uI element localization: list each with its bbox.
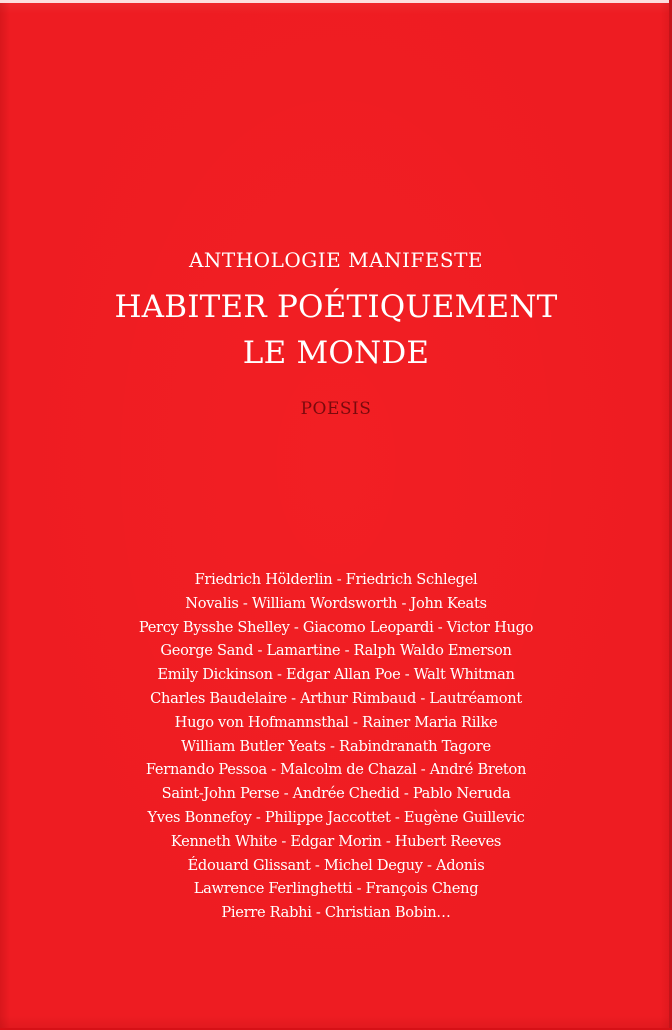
author-list	[0, 568, 672, 925]
book-title	[0, 284, 672, 376]
author-line: Novalis - William Wordsworth - John Keats	[185, 594, 487, 612]
publisher-name: POESIS	[300, 399, 372, 419]
author-line: Friedrich Hölderlin - Friedrich Schlegel	[194, 571, 478, 588]
author-line: Kenneth White - Edgar Morin - Hubert Reeves	[170, 832, 502, 850]
author-line: Édouard Glissant - Michel Deguy - Adonis	[187, 856, 485, 874]
author-line: Charles Baudelaire - Arthur Rimbaud - Lautréamont	[150, 689, 522, 707]
author-line: Lawrence Ferlinghetti - François Cheng	[193, 880, 479, 898]
author-line: Fernando Pessoa - Malcolm de Chazal - André Breton	[145, 761, 527, 779]
title-line-1: HABITER POÉTIQUEMENT	[114, 289, 558, 325]
author-line: Yves Bonnefoy - Philippe Jaccottet - Eugène Guillevic	[147, 808, 525, 826]
cover-top-edge	[0, 0, 672, 3]
author-line: Emily Dickinson - Edgar Allan Poe - Walt Whitman	[157, 666, 515, 684]
author-line: George Sand - Lamartine - Ralph Waldo Emerson	[160, 642, 512, 660]
author-line: Saint-John Perse - Andrée Chedid - Pablo Neruda	[161, 785, 511, 803]
author-line: Pierre Rabhi - Christian Bobin…	[221, 904, 451, 922]
author-line: Percy Bysshe Shelley - Giacomo Leopardi - Victor Hugo	[138, 618, 534, 636]
author-line: Hugo von Hofmannsthal - Rainer Maria Rilke	[174, 713, 498, 731]
title-line-2: LE MONDE	[242, 335, 430, 371]
series-label: ANTHOLOGIE MANIFESTE	[188, 248, 484, 272]
author-line: William Butler Yeats - Rabindranath Tagore	[181, 737, 491, 755]
